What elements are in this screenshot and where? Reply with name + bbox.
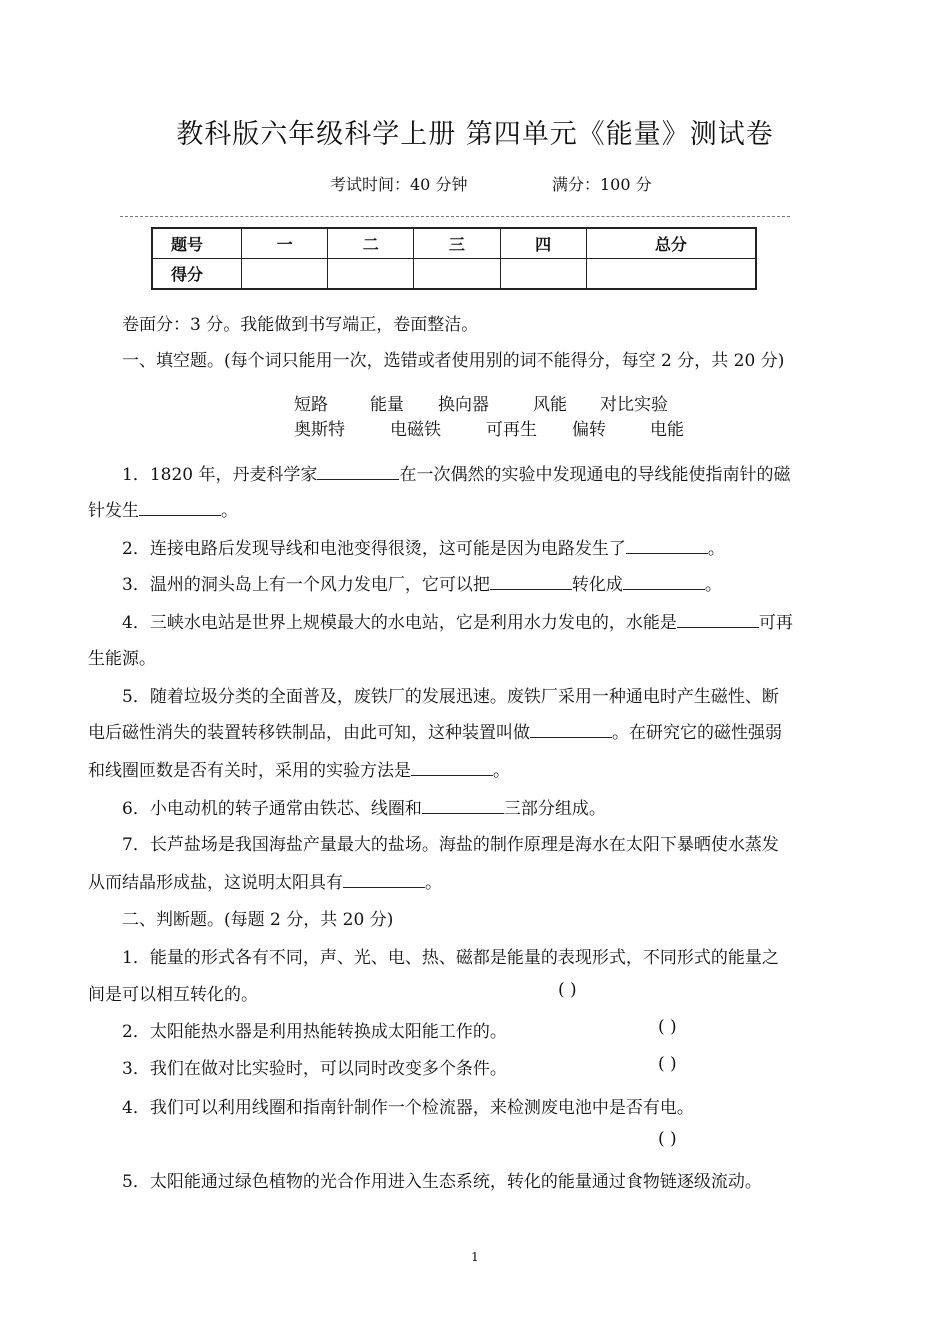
score-table-header-row — [152, 228, 756, 259]
answer-blank[interactable] — [677, 611, 759, 628]
fill-question-6: 6．小电动机的转子通常由铁芯、线圈和 三部分组成。 — [122, 799, 606, 819]
score-input-cell[interactable] — [500, 259, 586, 290]
fill-question-1-cont: 针发生 。 — [88, 501, 238, 521]
answer-blank[interactable] — [422, 797, 504, 814]
score-table-cell: 三 — [414, 228, 500, 259]
word-bank-item: 对比实验 — [600, 395, 668, 415]
page-number: 1 — [471, 1250, 479, 1264]
score-table-cell: 二 — [328, 228, 414, 259]
word-bank-item: 电磁铁 — [390, 420, 441, 440]
answer-blank[interactable] — [490, 573, 572, 590]
neatness-note: 卷面分：3 分。我能做到书写端正，卷面整洁。 — [122, 315, 479, 335]
answer-parentheses[interactable]: ( ) — [658, 1054, 677, 1074]
word-bank-item: 换向器 — [438, 395, 489, 415]
score-input-cell[interactable] — [242, 259, 328, 290]
fill-question-7-cont: 从而结晶形成盐，这说明太阳具有 。 — [88, 873, 442, 893]
answer-blank[interactable] — [530, 721, 612, 738]
fill-question-7: 7．长芦盐场是我国海盐产量最大的盐场。海盐的制作原理是海水在太阳下暴晒使水蒸发 — [122, 835, 779, 855]
judge-question-3: 3．我们在做对比实验时，可以同时改变多个条件。 — [122, 1059, 507, 1079]
fill-question-5-cont2: 和线圈匝数是否有关时，采用的实验方法是 。 — [88, 761, 510, 781]
answer-blank[interactable] — [626, 537, 708, 554]
score-table-cell: 得分 — [152, 259, 242, 290]
answer-parentheses[interactable]: ( ) — [558, 980, 577, 1000]
answer-parentheses[interactable]: ( ) — [658, 1017, 677, 1037]
score-table — [151, 227, 757, 290]
answer-blank[interactable] — [317, 463, 399, 480]
fill-question-3: 3．温州的洞头岛上有一个风力发电厂，它可以把 转化成 。 — [122, 575, 722, 595]
section2-heading: 二、判断题。(每题 2 分，共 20 分) — [122, 910, 394, 930]
answer-blank[interactable] — [139, 499, 221, 516]
word-bank-item: 奥斯特 — [294, 420, 345, 440]
judge-question-1: 1．能量的形式各有不同，声、光、电、热、磁都是能量的表现形式，不同形式的能量之 — [122, 948, 779, 968]
fill-question-4-cont: 生能源。 — [88, 649, 156, 669]
full-score: 满分：100 分 — [552, 175, 652, 194]
judge-question-4: 4．我们可以利用线圈和指南针制作一个检流器，来检测废电池中是否有电。 — [122, 1098, 694, 1118]
answer-blank[interactable] — [411, 759, 493, 776]
judge-question-1-cont: 间是可以相互转化的。 — [88, 985, 258, 1005]
section1-heading: 一、填空题。(每个词只能用一次，选错或者使用别的词不能得分，每空 2 分，共 20 分) — [122, 351, 785, 371]
fill-question-5-cont: 电后磁性消失的装置转移铁制品，由此可知，这种装置叫做 。在研究它的磁性强弱 — [88, 723, 782, 743]
word-bank-item: 偏转 — [572, 420, 606, 440]
fill-question-5: 5．随着垃圾分类的全面普及，废铁厂的发展迅速。废铁厂采用一种通电时产生磁性、断 — [122, 687, 779, 707]
fill-question-1: 1．1820 年，丹麦科学家 在一次偶然的实验中发现通电的导线能使指南针的磁 — [122, 465, 791, 485]
fill-question-4: 4．三峡水电站是世界上规模最大的水电站，它是利用水力发电的，水能是 可再 — [122, 613, 793, 633]
word-bank-item: 风能 — [533, 395, 567, 415]
answer-parentheses[interactable]: ( ) — [658, 1129, 677, 1149]
judge-question-2: 2．太阳能热水器是利用热能转换成太阳能工作的。 — [122, 1022, 507, 1042]
exam-time: 考试时间：40 分钟 — [330, 175, 468, 194]
word-bank-item: 短路 — [294, 395, 328, 415]
answer-blank[interactable] — [343, 871, 425, 888]
word-bank-item: 电能 — [650, 420, 684, 440]
word-bank-item: 可再生 — [486, 420, 537, 440]
fill-question-2: 2．连接电路后发现导线和电池变得很烫，这可能是因为电路发生了 。 — [122, 539, 725, 559]
score-table-cell: 题号 — [152, 228, 242, 259]
score-table-cell: 四 — [500, 228, 586, 259]
score-input-cell[interactable] — [414, 259, 500, 290]
score-table-cell: 总分 — [586, 228, 756, 259]
page-title: 教科版六年级科学上册 第四单元《能量》测试卷 — [176, 119, 774, 150]
score-table-score-row — [152, 259, 756, 290]
dashed-divider — [120, 216, 790, 217]
word-bank-item: 能量 — [370, 395, 404, 415]
score-table-cell: 一 — [242, 228, 328, 259]
score-input-cell[interactable] — [586, 259, 756, 290]
judge-question-5: 5．太阳能通过绿色植物的光合作用进入生态系统，转化的能量通过食物链逐级流动。 — [122, 1172, 762, 1192]
answer-blank[interactable] — [623, 573, 705, 590]
score-input-cell[interactable] — [328, 259, 414, 290]
